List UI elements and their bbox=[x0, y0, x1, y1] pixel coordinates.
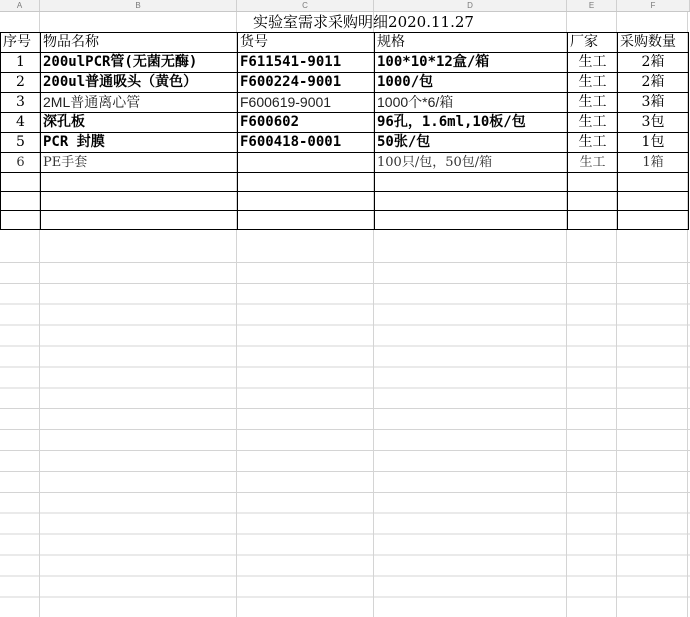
cell-no[interactable]: 4 bbox=[1, 113, 41, 133]
table-row bbox=[1, 133, 689, 153]
header-row bbox=[1, 33, 689, 53]
empty-cell[interactable] bbox=[1, 173, 41, 192]
cell-name[interactable]: 200ul普通吸头（黄色） bbox=[41, 73, 238, 93]
table-row bbox=[1, 93, 689, 113]
empty-cell[interactable] bbox=[41, 192, 238, 211]
cell-spec[interactable]: 100*10*12盒/箱 bbox=[375, 53, 568, 73]
cell-qty[interactable]: 1箱 bbox=[618, 153, 689, 173]
cell-code[interactable]: F600619-9001 bbox=[238, 93, 375, 113]
empty-cell[interactable] bbox=[618, 173, 689, 192]
empty-cell[interactable] bbox=[568, 211, 618, 230]
empty-row bbox=[1, 211, 689, 230]
cell-qty[interactable]: 3包 bbox=[618, 113, 689, 133]
cell-spec[interactable]: 1000/包 bbox=[375, 73, 568, 93]
cell-qty[interactable]: 3箱 bbox=[618, 93, 689, 113]
cell-no[interactable]: 1 bbox=[1, 53, 41, 73]
column-header-b[interactable]: B bbox=[40, 0, 237, 11]
table-row bbox=[1, 73, 689, 93]
column-header-bar bbox=[0, 0, 690, 12]
empty-cell[interactable] bbox=[618, 192, 689, 211]
header-cell-code[interactable]: 货号 bbox=[238, 33, 375, 53]
purchase-table bbox=[0, 32, 689, 230]
cell-qty[interactable]: 1包 bbox=[618, 133, 689, 153]
column-header-e[interactable]: E bbox=[567, 0, 617, 11]
cell-qty[interactable]: 2箱 bbox=[618, 53, 689, 73]
header-cell-name[interactable]: 物品名称 bbox=[41, 33, 238, 53]
cell-no[interactable]: 3 bbox=[1, 93, 41, 113]
cell-name[interactable]: PCR 封膜 bbox=[41, 133, 238, 153]
cell-no[interactable]: 5 bbox=[1, 133, 41, 153]
cell-vendor[interactable]: 生工 bbox=[568, 73, 618, 93]
header-cell-qty[interactable]: 采购数量 bbox=[618, 33, 689, 53]
empty-cell[interactable] bbox=[568, 192, 618, 211]
empty-cell[interactable] bbox=[375, 173, 568, 192]
cell-code[interactable]: F600602 bbox=[238, 113, 375, 133]
column-header-c[interactable]: C bbox=[237, 0, 374, 11]
header-cell-spec[interactable]: 规格 bbox=[375, 33, 568, 53]
cell-vendor[interactable]: 生工 bbox=[568, 153, 618, 173]
cell-name[interactable]: PE手套 bbox=[41, 153, 238, 173]
column-header-f[interactable]: F bbox=[617, 0, 690, 11]
column-header-d[interactable]: D bbox=[374, 0, 567, 11]
cell-name[interactable]: 深孔板 bbox=[41, 113, 238, 133]
cell-spec[interactable]: 100只/包，50包/箱 bbox=[375, 153, 568, 173]
empty-cell[interactable] bbox=[41, 211, 238, 230]
table-row bbox=[1, 53, 689, 73]
cell-vendor[interactable]: 生工 bbox=[568, 53, 618, 73]
sheet-title[interactable]: 实验室需求采购明细2020.11.27 bbox=[253, 13, 474, 31]
cell-name[interactable]: 2ML普通离心管 bbox=[41, 93, 238, 113]
empty-cell[interactable] bbox=[375, 211, 568, 230]
cell-no[interactable]: 2 bbox=[1, 73, 41, 93]
table-row bbox=[1, 113, 689, 133]
empty-cell[interactable] bbox=[238, 211, 375, 230]
empty-cell[interactable] bbox=[568, 173, 618, 192]
table-row bbox=[1, 153, 689, 173]
cell-qty[interactable]: 2箱 bbox=[618, 73, 689, 93]
cell-code[interactable]: F600224-9001 bbox=[238, 73, 375, 93]
empty-cell[interactable] bbox=[238, 192, 375, 211]
empty-row bbox=[1, 173, 689, 192]
cell-spec[interactable]: 50张/包 bbox=[375, 133, 568, 153]
cell-no[interactable]: 6 bbox=[1, 153, 41, 173]
empty-cell[interactable] bbox=[618, 211, 689, 230]
empty-cell[interactable] bbox=[41, 173, 238, 192]
cell-spec[interactable]: 96孔，1.6ml,10板/包 bbox=[375, 113, 568, 133]
cell-name[interactable]: 200ulPCR管(无菌无酶) bbox=[41, 53, 238, 73]
cell-code[interactable]: F600418-0001 bbox=[238, 133, 375, 153]
header-cell-no[interactable]: 序号 bbox=[1, 33, 41, 53]
cell-spec[interactable]: 1000个*6/箱 bbox=[375, 93, 568, 113]
cell-vendor[interactable]: 生工 bbox=[568, 133, 618, 153]
header-cell-vendor[interactable]: 厂家 bbox=[568, 33, 618, 53]
empty-row bbox=[1, 192, 689, 211]
empty-cell[interactable] bbox=[375, 192, 568, 211]
cell-vendor[interactable]: 生工 bbox=[568, 113, 618, 133]
empty-cell[interactable] bbox=[1, 211, 41, 230]
cell-code[interactable] bbox=[238, 153, 375, 173]
empty-cell[interactable] bbox=[238, 173, 375, 192]
column-header-a[interactable]: A bbox=[0, 0, 40, 11]
cell-code[interactable]: F611541-9011 bbox=[238, 53, 375, 73]
empty-cell[interactable] bbox=[1, 192, 41, 211]
cell-vendor[interactable]: 生工 bbox=[568, 93, 618, 113]
